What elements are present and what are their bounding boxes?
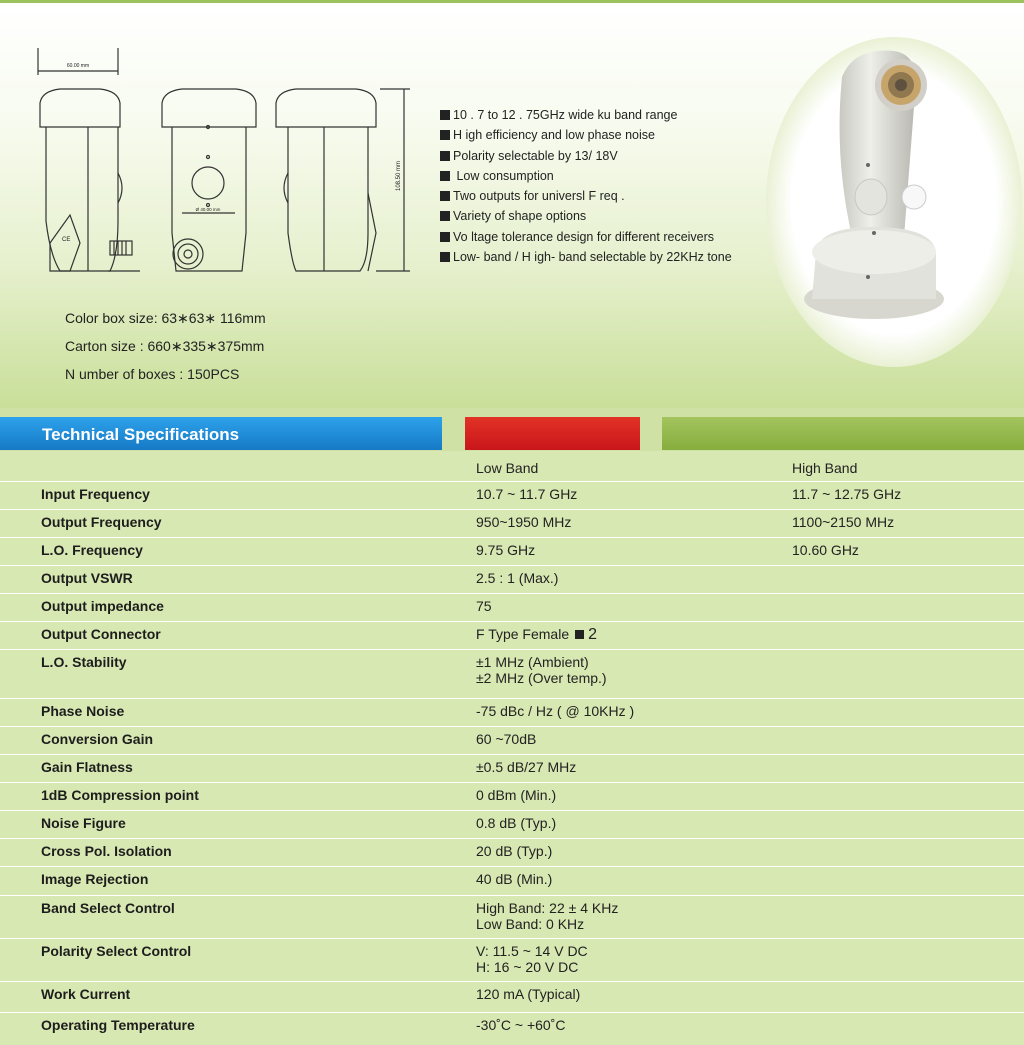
spec-value-line: 75 xyxy=(476,598,492,614)
spec-value-line: 10.7 ~ 11.7 GHz xyxy=(476,486,578,502)
spec-label: Conversion Gain xyxy=(41,731,154,747)
carton-size: Carton size : 660∗335∗375mm xyxy=(65,338,265,354)
spec-low-band-value xyxy=(476,986,580,1002)
table-row xyxy=(0,649,1024,698)
spec-low-band-value xyxy=(476,486,577,502)
connector-type: F Type Female xyxy=(476,626,570,642)
column-header-row xyxy=(0,451,1024,479)
spec-value-line: 120 mA (Typical) xyxy=(476,986,581,1002)
table-row xyxy=(0,938,1024,981)
header-bar-green xyxy=(662,417,1024,450)
spec-label: Band Select Control xyxy=(41,900,175,916)
spec-low-band-value xyxy=(476,900,618,932)
packaging-info xyxy=(65,304,266,388)
table-row xyxy=(0,754,1024,782)
spec-low-band-value xyxy=(476,570,558,586)
spec-high-band-value: 10.60 GHz xyxy=(792,542,859,558)
spec-label: Polarity Select Control xyxy=(41,943,192,959)
spec-low-band-value xyxy=(476,843,552,859)
spec-value-line: 950~1950 MHz xyxy=(476,514,572,530)
spec-low-band-value xyxy=(476,514,571,530)
spec-label: Noise Figure xyxy=(41,815,126,831)
spec-low-band-value xyxy=(476,731,536,747)
table-row xyxy=(0,1012,1024,1045)
spec-label: Output Connector xyxy=(41,626,161,642)
feature-item: Polarity selectable by 13/ 18V xyxy=(440,146,732,166)
spec-label: Input Frequency xyxy=(41,486,150,502)
port-dimension-label: Ø 40.00 mm xyxy=(195,207,221,212)
spec-value-line: ±0.5 dB/27 MHz xyxy=(476,759,577,775)
number-of-boxes: N umber of boxes : 150PCS xyxy=(65,366,240,382)
spec-value-line: 2.5 : 1 (Max.) xyxy=(476,570,559,586)
spec-value-line: High Band: 22 ± 4 KHz xyxy=(476,900,619,916)
spec-value-line: -75 dBc / Hz ( @ 10KHz ) xyxy=(476,703,635,719)
spec-low-band-value xyxy=(476,787,556,803)
table-row xyxy=(0,565,1024,593)
spec-value-line: ±2 MHz (Over temp.) xyxy=(476,670,607,686)
connector-count: 2 xyxy=(588,626,598,643)
spec-label: L.O. Frequency xyxy=(41,542,143,558)
spec-label: Image Rejection xyxy=(41,871,149,887)
table-row xyxy=(0,698,1024,726)
table-row xyxy=(0,726,1024,754)
spec-value-line: 60 ~70dB xyxy=(476,731,537,747)
table-row xyxy=(0,981,1024,1012)
table-row xyxy=(0,621,1024,649)
spec-low-band-value xyxy=(476,943,588,975)
section-title: Technical Specifications xyxy=(42,425,240,444)
feature-item: Variety of shape options xyxy=(440,206,732,226)
spec-value-line: H: 16 ~ 20 V DC xyxy=(476,959,579,975)
spec-label: Cross Pol. Isolation xyxy=(41,843,172,859)
spec-value-line xyxy=(476,626,597,643)
table-row xyxy=(0,537,1024,565)
spec-low-band-value xyxy=(476,815,556,831)
spec-label: L.O. Stability xyxy=(41,654,127,670)
feature-list xyxy=(440,105,732,267)
feature-item: Low- band / H igh- band selectable by 22KHz tone xyxy=(440,247,732,267)
spec-label: 1dB Compression point xyxy=(41,787,199,803)
spec-value-line: 0.8 dB (Typ.) xyxy=(476,815,557,831)
spec-low-band-value xyxy=(476,542,535,558)
spec-label: Work Current xyxy=(41,986,131,1002)
technical-specifications-header xyxy=(0,417,442,450)
spec-value-line: V: 11.5 ~ 14 V DC xyxy=(476,943,588,959)
color-box-size: Color box size: 63∗63∗ 116mm xyxy=(65,310,266,326)
feature-item: Two outputs for universl F req . xyxy=(440,186,732,206)
spec-low-band-value xyxy=(476,626,597,643)
height-dimension-label: 108.50 mm xyxy=(396,160,402,191)
table-row xyxy=(0,810,1024,838)
spec-low-band-value xyxy=(476,654,607,686)
specifications-table xyxy=(0,451,1024,1045)
spec-low-band-value xyxy=(476,598,492,614)
spec-value-line: Low Band: 0 KHz xyxy=(476,916,585,932)
spec-label: Phase Noise xyxy=(41,703,125,719)
spec-label: Output VSWR xyxy=(41,570,133,586)
table-row xyxy=(0,782,1024,810)
spec-value-line: 20 dB (Typ.) xyxy=(476,843,553,859)
feature-item: Vo ltage tolerance design for different receivers xyxy=(440,227,732,247)
lnb-technical-drawing xyxy=(30,43,430,283)
spec-value-line: 9.75 GHz xyxy=(476,542,536,558)
spec-low-band-value xyxy=(476,703,634,719)
spec-low-band-value xyxy=(476,871,552,887)
table-row xyxy=(0,838,1024,866)
table-row xyxy=(0,593,1024,621)
spec-label: Output Frequency xyxy=(41,514,162,530)
spec-value-line: 0 dBm (Min.) xyxy=(476,787,557,803)
column-header-high-band: High Band xyxy=(792,460,858,476)
feature-item: 10 . 7 to 12 . 75GHz wide ku band range xyxy=(440,105,732,125)
lnb-product-photo xyxy=(764,37,1024,367)
spec-label: Operating Temperature xyxy=(41,1017,195,1033)
table-row xyxy=(0,509,1024,537)
spec-value-line: ±1 MHz (Ambient) xyxy=(476,654,589,670)
spec-low-band-value xyxy=(476,759,576,775)
table-row xyxy=(0,895,1024,938)
spec-low-band-value xyxy=(476,1017,565,1033)
table-row xyxy=(0,481,1024,509)
spec-label: Output impedance xyxy=(41,598,164,614)
spec-label: Gain Flatness xyxy=(41,759,133,775)
table-row xyxy=(0,866,1024,895)
column-header-low-band: Low Band xyxy=(476,460,539,476)
spec-high-band-value: 11.7 ~ 12.75 GHz xyxy=(792,486,902,502)
spec-high-band-value: 1100~2150 MHz xyxy=(792,514,895,530)
spec-value-line: 40 dB (Min.) xyxy=(476,871,553,887)
multiply-square-icon xyxy=(575,630,584,639)
width-dimension-label: 60.00 mm xyxy=(66,63,90,69)
feature-item: H igh efficiency and low phase noise xyxy=(440,125,732,145)
spec-value-line: -30˚C ~ +60˚C xyxy=(476,1017,566,1033)
header-bar-red xyxy=(465,417,640,450)
ce-mark: CE xyxy=(62,237,71,243)
feature-item: Low consumption xyxy=(440,166,732,186)
product-overview xyxy=(0,0,1024,408)
